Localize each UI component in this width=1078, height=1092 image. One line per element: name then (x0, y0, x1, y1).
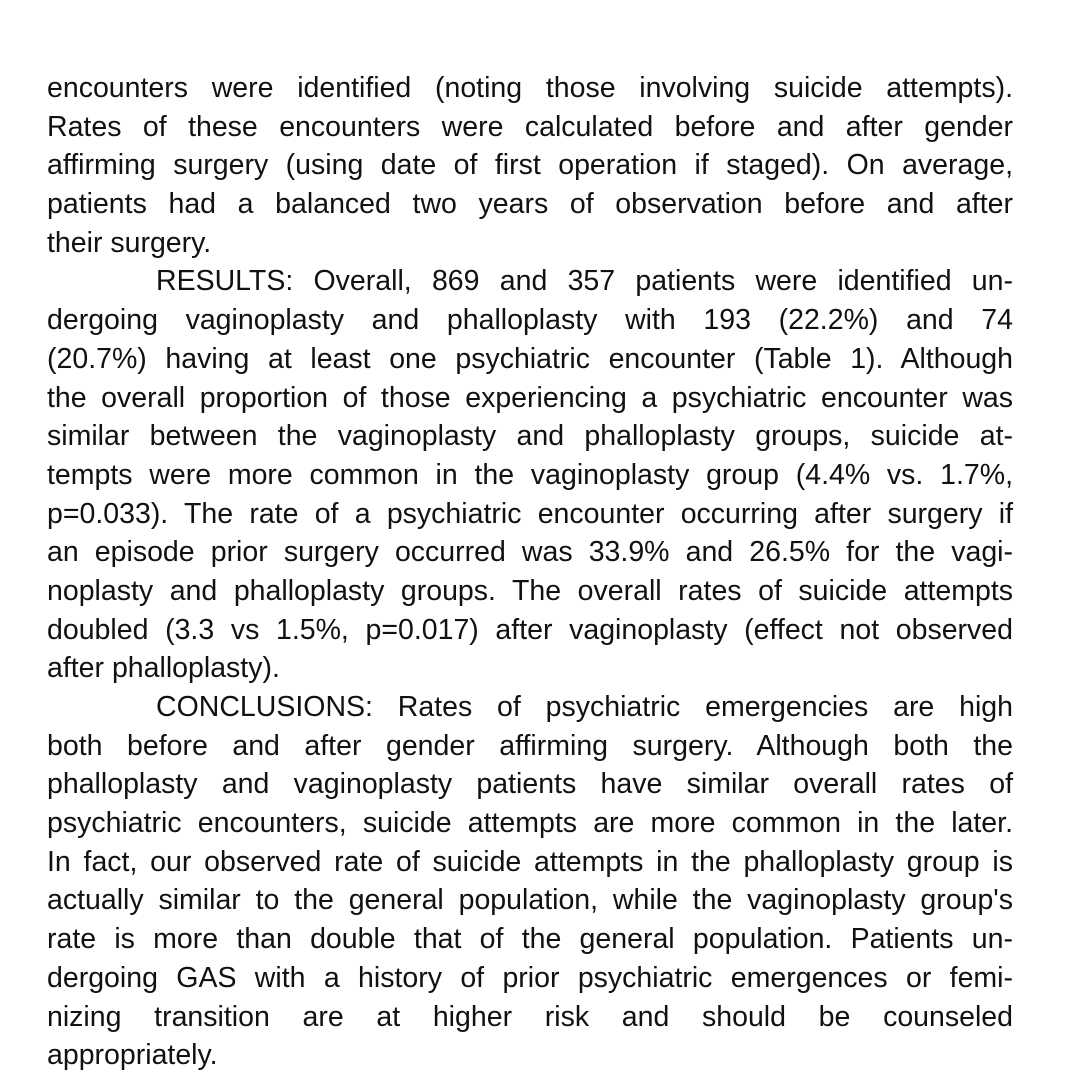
text-line: actually similar to the general population, while the vaginoplasty group's (47, 884, 1013, 917)
paragraph-results (47, 262, 1013, 688)
text-line: doubled (3.3 vs 1.5%, p=0.017) after vaginoplasty (effect not observed (47, 613, 1013, 646)
text-line: noplasty and phalloplasty groups. The overall rates of suicide attempts (47, 574, 1013, 607)
text-line: In fact, our observed rate of suicide attempts in the phalloplasty group is (47, 845, 1013, 878)
text-line: dergoing vaginoplasty and phalloplasty with 193 (22.2%) and 74 (47, 304, 1013, 337)
text-line: patients had a balanced two years of observation before and after (47, 188, 1013, 221)
text-line: phalloplasty and vaginoplasty patients have similar overall rates of (47, 768, 1013, 801)
paragraph-conclusions (47, 688, 1013, 1075)
text-line: p=0.033). The rate of a psychiatric encounter occurring after surgery if (47, 497, 1013, 530)
text-line: (20.7%) having at least one psychiatric encounter (Table 1). Although (47, 342, 1013, 375)
text-line: CONCLUSIONS: Rates of psychiatric emergencies are high (156, 691, 1013, 723)
text-line: RESULTS: Overall, 869 and 357 patients were identified un- (156, 265, 1013, 298)
text-line: nizing transition are at higher risk and should be counseled (47, 1000, 1013, 1033)
text-line: both before and after gender affirming surgery. Although both the (47, 729, 1013, 762)
text-line: encounters were identified (noting those involving suicide attempts). (47, 72, 1013, 104)
text-line: affirming surgery (using date of first operation if staged). On average, (47, 149, 1013, 182)
text-line: after phalloplasty). (47, 652, 280, 685)
text-line: Rates of these encounters were calculated before and after gender (47, 110, 1013, 143)
text-line: rate is more than double that of the general population. Patients un- (47, 923, 1013, 956)
text-line: appropriately. (47, 1039, 218, 1072)
text-line: their surgery. (47, 226, 212, 259)
text-line: an episode prior surgery occurred was 33.9% and 26.5% for the vagi- (47, 536, 1013, 569)
text-line: dergoing GAS with a history of prior psychiatric emergences or femi- (47, 961, 1013, 994)
paragraph-methods-continuation (47, 69, 1013, 262)
text-line: the overall proportion of those experiencing a psychiatric encounter was (47, 381, 1013, 414)
document-body (47, 69, 1013, 1075)
text-line: similar between the vaginoplasty and phalloplasty groups, suicide at- (47, 420, 1013, 453)
text-line: psychiatric encounters, suicide attempts are more common in the later. (47, 807, 1013, 840)
text-line: tempts were more common in the vaginoplasty group (4.4% vs. 1.7%, (47, 458, 1013, 491)
